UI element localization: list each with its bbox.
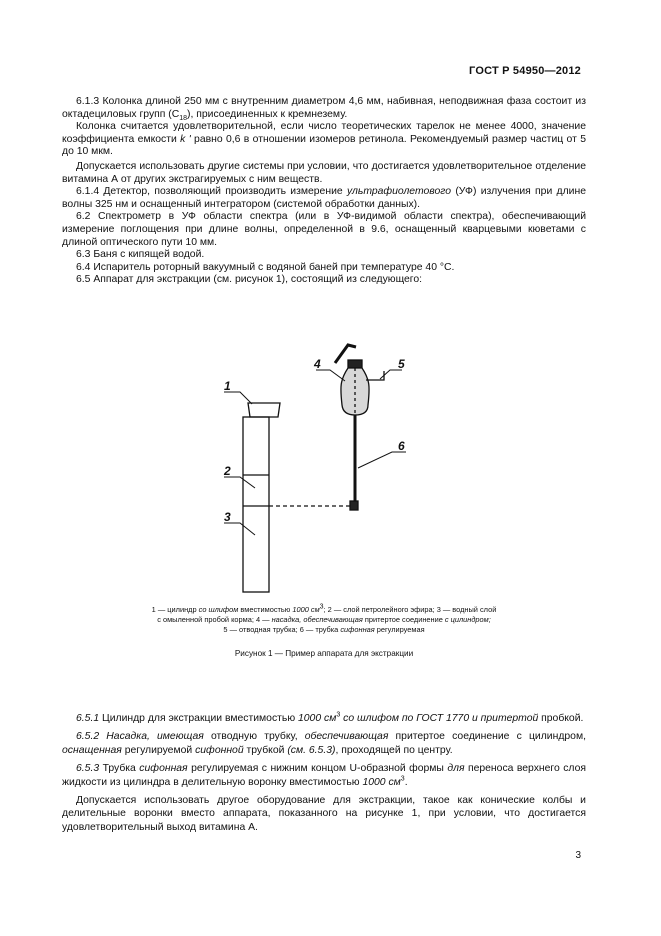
figure-title: Рисунок 1 — Пример аппарата для экстракции — [234, 649, 414, 658]
cylinder-ground-neck — [248, 403, 280, 417]
extraction-apparatus-figure — [180, 325, 440, 610]
paragraph-alt-equipment: Допускается использовать другое оборудование для экстракции, такое как конические колбы и делительные воронки вместо аппарата, показанного на рисунке 1, при условии, что достигается удовлетворительный выход витамина А. — [62, 795, 586, 833]
paragraph-6-1-4: 6.1.4 Детектор, позволяющий производить измерение ультрафиолетового (УФ) излучения при длине волны 325 нм и оснащенный интегратором (системой обработки данных). — [62, 186, 586, 210]
leader-6 — [358, 452, 406, 468]
paragraph-column-criteria: Колонка считается удовлетворительной, если число теоретических тарелок не менее 4000, значение коэффициента емкости k ' равно 0,6 в отношении изомеров ретинола. Рекомендуемый размер частиц от 5 до 10 мкм. — [62, 121, 586, 158]
paragraph-6-5: 6.5 Аппарат для экстракции (см. рисунок 1), состоящий из следующего: — [76, 274, 423, 286]
paragraph-6-1-3: 6.1.3 Колонка длиной 250 мм с внутренним диаметром 4,6 мм, набивная, неподвижная фаза состоит из октадециловых групп $(C_{18})$, присоединенных к кремнезему. — [62, 96, 586, 122]
cylinder-drawing — [243, 403, 350, 592]
paragraph-6-5-3: 6.5.3 Трубка сифонная регулируемая с нижним концом U-образной формы для переноса верхнего слоя жидкости из цилиндра в делительную воронку вместимостью 1000 $см^3$. — [62, 763, 587, 788]
document-code: ГОСТ Р 54950—2012 — [469, 65, 581, 77]
figure-label-6: 6 — [398, 439, 405, 453]
leader-2 — [224, 477, 255, 488]
legend-line-1: 1 — цилиндр со шлифом вместимостью 1000 $см^3$; 2 — слой петролейного эфира; 3 — водный слой — [151, 603, 497, 614]
paragraph-6-5-2: 6.5.2 Насадка, имеющая отводную трубку, обеспечивающая притертое соединение с цилиндром, оснащенная регулируемой сифонной трубкой (см. 6.5.3), проходящей по центру. — [62, 731, 586, 756]
leader-5 — [380, 370, 402, 379]
cylinder-body — [243, 417, 269, 592]
figure-label-4: 4 — [314, 357, 321, 371]
paragraph-alt-systems: Допускается использовать другие системы при условии, что достигается удовлетворительное отделение витамина А от других экстрагируемых с ним веществ. — [62, 160, 586, 185]
adapter-top-cap — [348, 360, 362, 368]
paragraph-6-2: 6.2 Спектрометр в УФ области спектра (или в УФ-видимой области спектра), обеспечивающий измерение поглощения при длине волны, определенной в 9.6, оснащенный кварцевыми кюветами с длиной оптического пути 10 мм. — [62, 211, 586, 248]
siphon-u-end — [350, 501, 358, 510]
paragraph-6-3: 6.3 Баня с кипящей водой. — [76, 249, 205, 261]
leader-3 — [224, 523, 255, 535]
leader-1 — [224, 392, 252, 404]
figure-label-1: 1 — [224, 379, 231, 393]
section-6-5-text — [62, 712, 586, 839]
figure-leaders — [224, 370, 406, 535]
section-6-text — [62, 96, 586, 287]
paragraph-6-4: 6.4 Испаритель роторный вакуумный с водяной баней при температуре 40 °С. — [76, 261, 455, 273]
figure-label-2: 2 — [224, 464, 231, 478]
paragraph-6-5-1: 6.5.1 Цилиндр для экстракции вместимостью 1000 $см^3$ со шлифом по ГОСТ 1770 и притертой пробкой. — [76, 711, 584, 724]
leader-4 — [316, 370, 345, 381]
adapter-drawing — [335, 345, 384, 510]
legend-line-2: с омыленной пробой корма; 4 — насадка, обеспечивающая притертое соединение с цилиндром; — [157, 615, 491, 624]
page-number: 3 — [575, 850, 581, 861]
figure-label-5: 5 — [398, 357, 405, 371]
figure-label-3: 3 — [224, 510, 231, 524]
outlet-tube — [366, 371, 384, 380]
legend-line-3: 5 — отводная трубка; 6 — трубка сифонная регулируемая — [223, 625, 425, 634]
figure-legend — [62, 605, 586, 635]
